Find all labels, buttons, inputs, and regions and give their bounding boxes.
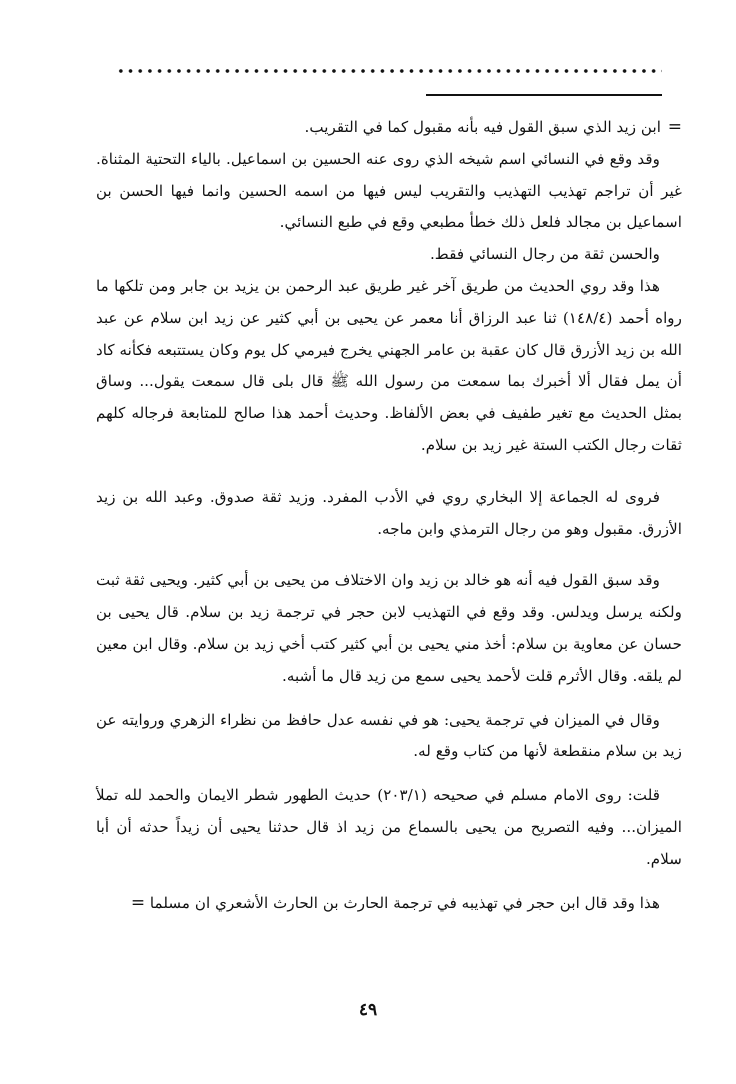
paragraph-other-route: هذا وقد روي الحديث من طريق آخر غير طريق عبد الرحمن بن يزيد بن جابر ومن تلكها ما رواه أحمد (١٤٨/٤) ثنا عبد الرزاق أنا معمر عن يحيى بن أبي كثير عن زيد ابن سلام عن عبد الله بن زيد الأزرق قال كان عقبة بن عامر الجهني يخرج فيرمي كل يوم وكان يستتبعه فكأنه كاد أن يمل فقال ألا أخبرك بما سمعت من رسول الله ﷺ قال بلى قال سمعت يقول... وساق بمثل الحديث مع تغير طفيف في بعض الألفاظ. وحديث أحمد هذا صالح للمتابعة فرجاله كلهم ثقات رجال الكتب الستة غير زيد بن سلام. <box>96 276 682 454</box>
paragraph-text: هذا وقد قال ابن حجر في تهذيبه في ترجمة الحارث بن الحارث الأشعري ان مسلما <box>149 893 660 912</box>
footnote-rule <box>426 94 662 96</box>
paragraph-jamaah: فروى له الجماعة إلا البخاري روي في الأدب المفرد. وزيد ثقة صدوق. وعبد الله بن زيد الأزرق. مقبول وهو من رجال الترمذي وابن ماجه. <box>96 487 682 538</box>
paragraph-gap <box>96 462 682 482</box>
continuation-mark-end: = <box>130 892 146 913</box>
paragraph-mizan: وقال في الميزان في ترجمة يحيى: هو في نفسه عدل حافظ من نظراء الزهري وروايته عن زيد بن سلام منقطعة لأنها من كتاب وقع له. <box>96 710 682 761</box>
paragraph-gap <box>96 693 682 705</box>
dotted-separator <box>116 66 662 76</box>
paragraph-hasan: والحسن ثقة من رجال النسائي فقط. <box>429 245 660 264</box>
page-number: ٤٩ <box>358 1000 378 1020</box>
paragraph-khalid: وقد سبق القول فيه أنه هو خالد بن زيد وان الاختلاف من يحيى بن أبي كثير. ويحيى ثقة ثبت ولكنه يرسل ويدلس. وقد وقع في التهذيب لابن حجر في ترجمة زيد بن سلام. قال يحيى بن حسان عن معاوية بن سلام: أخذ مني يحيى بن أبي كثير كتب أخي زيد بن سلام. وقال ابن معين لم يلقه. وقال الأثرم قلت لأحمد يحيى سمع من زيد قال ما أشبه. <box>96 571 682 685</box>
paragraph-muslim: قلت: روى الامام مسلم في صحيحه (٢٠٣/١) حديث الطهور شطر الايمان والحمد لله تملأ الميزان... وفيه التصريح من يحيى بالسماع من زيد اذ قال حدثنا يحيى أن زيداً حدثه أن أبا سلام. <box>96 786 682 868</box>
paragraph-gap <box>96 876 682 888</box>
paragraph-gap <box>96 545 682 565</box>
continuation-mark-start: = <box>667 117 682 137</box>
page-body <box>96 112 682 919</box>
paragraph-nasai-note: وقد وقع في النسائي اسم شيخه الذي روى عنه الحسين بن اسماعيل. بالياء التحتية المثناة. غير أن تراجم تهذيب التهذيب والتقريب ليس فيها من اسمه الحسين وانما فيها الحسن بن اسماعيل بن مجالد فلعل ذلك خطأ مطبعي وقع في طبع النسائي. <box>96 149 682 232</box>
paragraph-continuation <box>96 112 682 144</box>
paragraph-gap <box>96 768 682 780</box>
paragraph-ibn-hajar <box>96 888 682 920</box>
paragraph-text: ابن زيد الذي سبق القول فيه بأنه مقبول كما في التقريب. <box>304 118 661 136</box>
